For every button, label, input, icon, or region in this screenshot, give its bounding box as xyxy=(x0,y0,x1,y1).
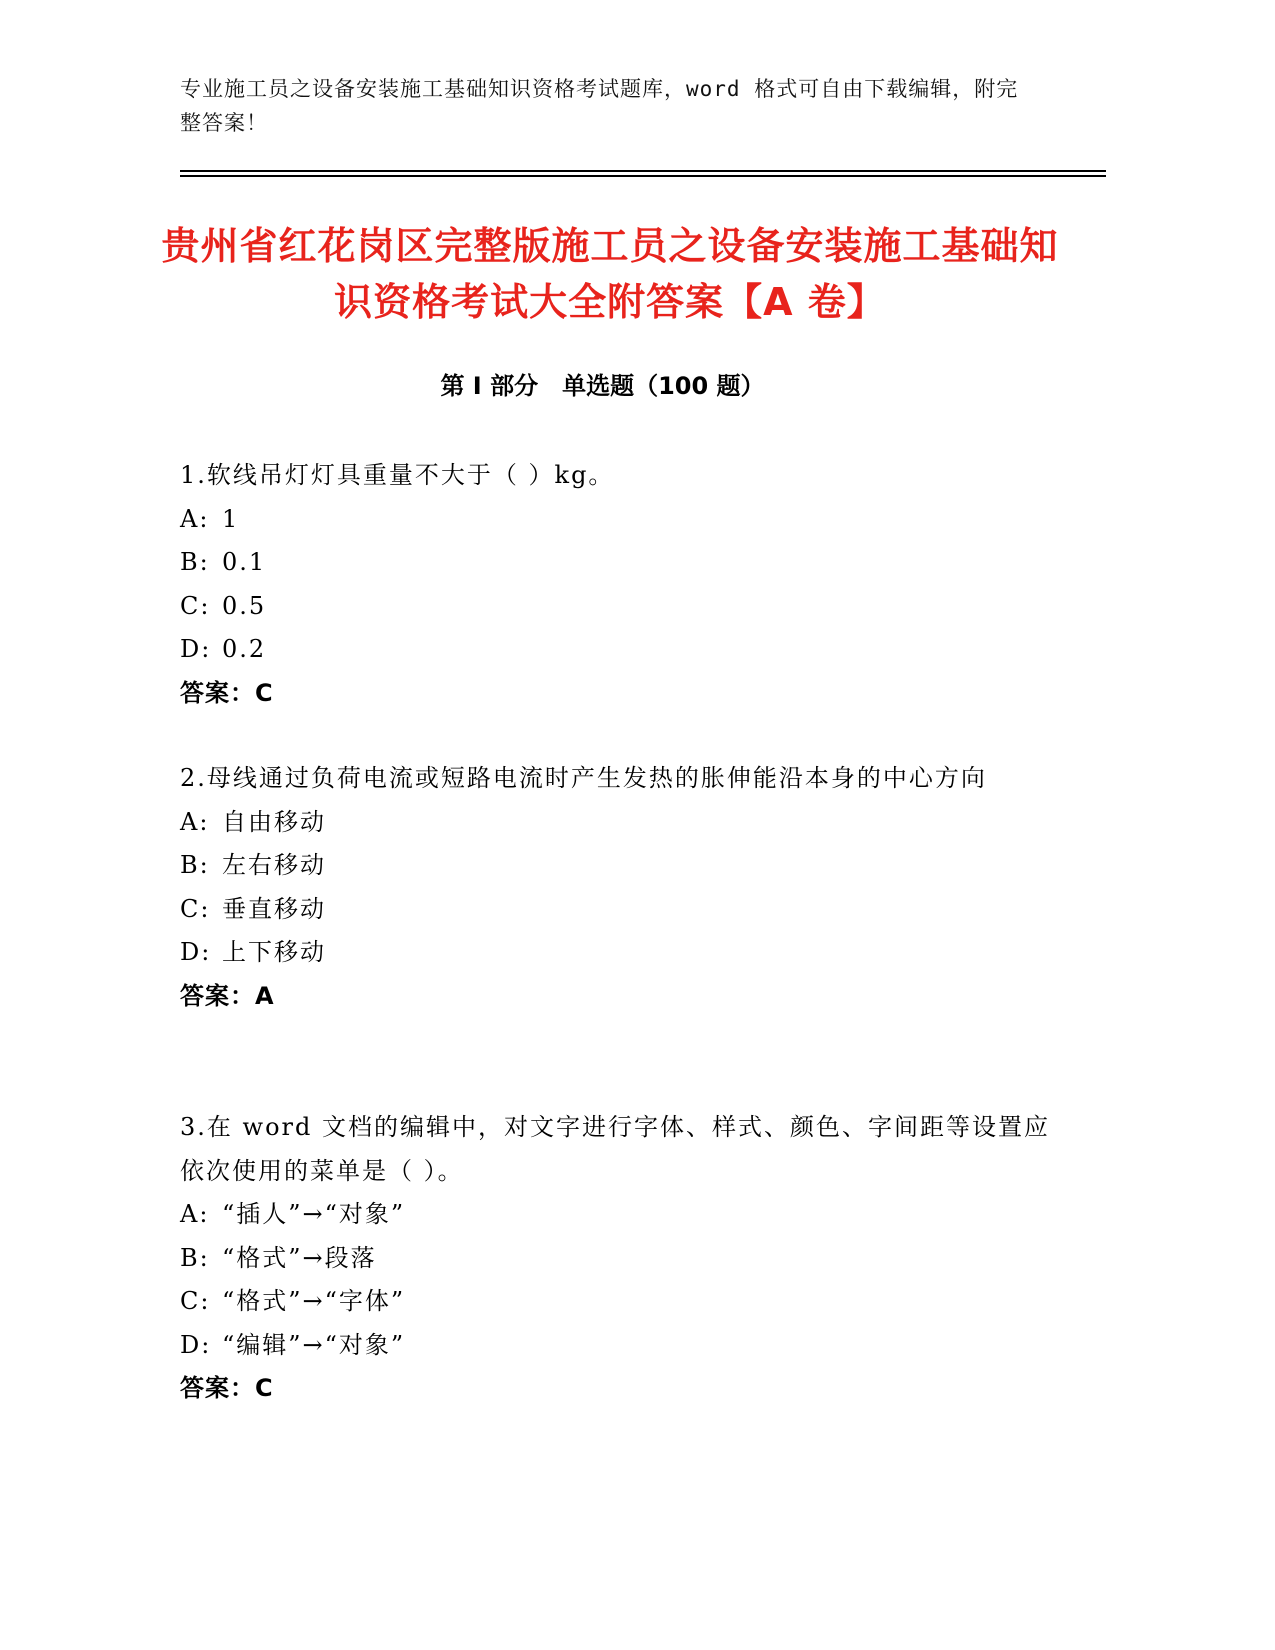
option-letter: B: xyxy=(180,548,210,576)
option-text: 左右移动 xyxy=(222,851,326,879)
option-text: 0.5 xyxy=(222,591,267,620)
answer-line: 答案：A xyxy=(180,981,275,1010)
option-c xyxy=(180,585,1060,629)
answer-line: 答案：C xyxy=(180,678,274,707)
question-1 xyxy=(180,454,1060,715)
option-c xyxy=(180,888,1060,932)
option-letter: B: xyxy=(180,1243,210,1272)
header-note: 专业施工员之设备安装施工基础知识资格考试题库，word 格式可自由下载编辑，附完整答案！ xyxy=(180,77,1019,135)
document-title: 贵州省红花岗区完整版施工员之设备安装施工基础知识资格考试大全附答案【A 卷】 xyxy=(161,224,1059,324)
option-b xyxy=(180,1237,1060,1281)
option-d xyxy=(180,1324,1060,1368)
question-stem: 2.母线通过负荷电流或短路电流时产生发热的胀伸能沿本身的中心方向 xyxy=(180,764,987,792)
option-letter: A: xyxy=(180,807,210,836)
option-text: “编辑”→“对象” xyxy=(222,1330,406,1359)
option-letter: A: xyxy=(180,1200,210,1228)
option-c xyxy=(180,1280,1060,1324)
option-b xyxy=(180,844,1060,888)
question-stem: 3.在 word 文档的编辑中，对文字进行字体、样式、颜色、字间距等设置应依次使用的菜单是（ ）。 xyxy=(180,1113,1050,1185)
option-a xyxy=(180,801,1060,845)
option-text: 垂直移动 xyxy=(222,894,326,923)
option-text: 自由移动 xyxy=(222,807,326,836)
option-d xyxy=(180,931,1060,975)
option-text: 上下移动 xyxy=(222,938,326,966)
option-letter: D: xyxy=(180,635,212,663)
option-text: “插人”→“对象” xyxy=(222,1200,406,1228)
option-text: 1 xyxy=(222,504,240,533)
answer-line: 答案：C xyxy=(180,1374,274,1402)
option-letter: B: xyxy=(180,851,210,879)
question-stem: 1.软线吊灯灯具重量不大于（ ）kg。 xyxy=(180,461,615,489)
option-letter: A: xyxy=(180,504,210,533)
option-letter: D: xyxy=(180,938,212,966)
option-text: “格式”→段落 xyxy=(222,1243,377,1272)
option-letter: D: xyxy=(180,1330,212,1359)
option-a xyxy=(180,498,1060,542)
option-letter: C: xyxy=(180,591,211,620)
question-2 xyxy=(180,757,1060,1018)
option-text: 0.1 xyxy=(222,548,267,576)
option-letter: C: xyxy=(180,1287,211,1315)
option-a xyxy=(180,1193,1060,1237)
option-text: “格式”→“字体” xyxy=(222,1287,406,1315)
option-letter: C: xyxy=(180,894,211,923)
option-d xyxy=(180,628,1060,672)
section-heading: 第 I 部分 单选题（100 题） xyxy=(440,372,765,400)
header-divider-bottom xyxy=(180,175,1106,177)
question-3 xyxy=(180,1106,1060,1411)
option-b xyxy=(180,541,1060,585)
option-text: 0.2 xyxy=(222,635,267,663)
header-divider-top xyxy=(180,170,1106,172)
